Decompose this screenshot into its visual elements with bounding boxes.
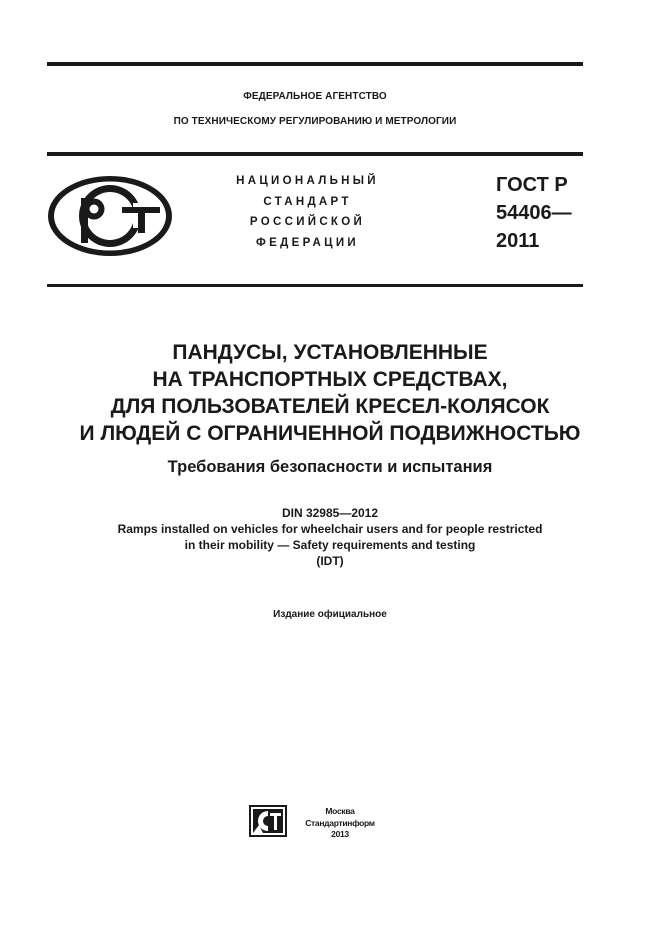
title-line: ПАНДУСЫ, УСТАНОВЛЕННЫЕ — [172, 341, 488, 364]
din-line: (IDT) — [316, 554, 344, 568]
edition-label: Издание официальное — [273, 609, 387, 620]
din-line: in their mobility — Safety requirements and testing — [184, 538, 476, 552]
din-line: DIN 32985—2012 — [281, 506, 379, 520]
block-rule — [47, 284, 583, 287]
rst-conformity-mark-icon — [45, 174, 175, 258]
title-line: НА ТРАНСПОРТНЫХ СРЕДСТВАХ, — [152, 368, 508, 391]
title-line: И ЛЮДЕЙ С ОГРАНИЧЕННОЙ ПОДВИЖНОСТЬЮ — [79, 422, 581, 445]
document-subtitle: Требования безопасности и испытания — [167, 458, 493, 476]
publisher-info — [294, 806, 386, 841]
gost-line: 54406— — [496, 202, 572, 224]
din-reference — [40, 505, 620, 569]
national-line: ФЕДЕРАЦИИ — [256, 236, 359, 249]
national-line: НАЦИОНАЛЬНЫЙ — [236, 175, 379, 187]
agency-line-1: ФЕДЕРАЛЬНОЕ АГЕНТСТВО — [243, 91, 387, 102]
standartinform-logo-icon — [249, 805, 287, 837]
top-rule — [47, 62, 583, 66]
document-title — [40, 339, 620, 447]
publisher-city: Москва — [325, 806, 355, 816]
title-line: ДЛЯ ПОЛЬЗОВАТЕЛЕЙ КРЕСЕЛ-КОЛЯСОК — [110, 395, 550, 418]
publisher-year: 2013 — [331, 829, 349, 839]
national-standard-label — [210, 171, 405, 253]
din-line: Ramps installed on vehicles for wheelchair users and for people restricted — [117, 522, 543, 536]
national-line: РОССИЙСКОЙ — [249, 216, 366, 228]
gost-line: 2011 — [496, 230, 540, 252]
gost-number — [496, 171, 572, 255]
publisher-name: Стандартинформ — [305, 817, 375, 828]
header-rule — [47, 152, 583, 156]
gost-line: ГОСТ Р — [496, 174, 568, 196]
agency-line-2: ПО ТЕХНИЧЕСКОМУ РЕГУЛИРОВАНИЮ И МЕТРОЛОГИИ — [173, 116, 457, 127]
national-line: СТАНДАРТ — [263, 195, 352, 208]
